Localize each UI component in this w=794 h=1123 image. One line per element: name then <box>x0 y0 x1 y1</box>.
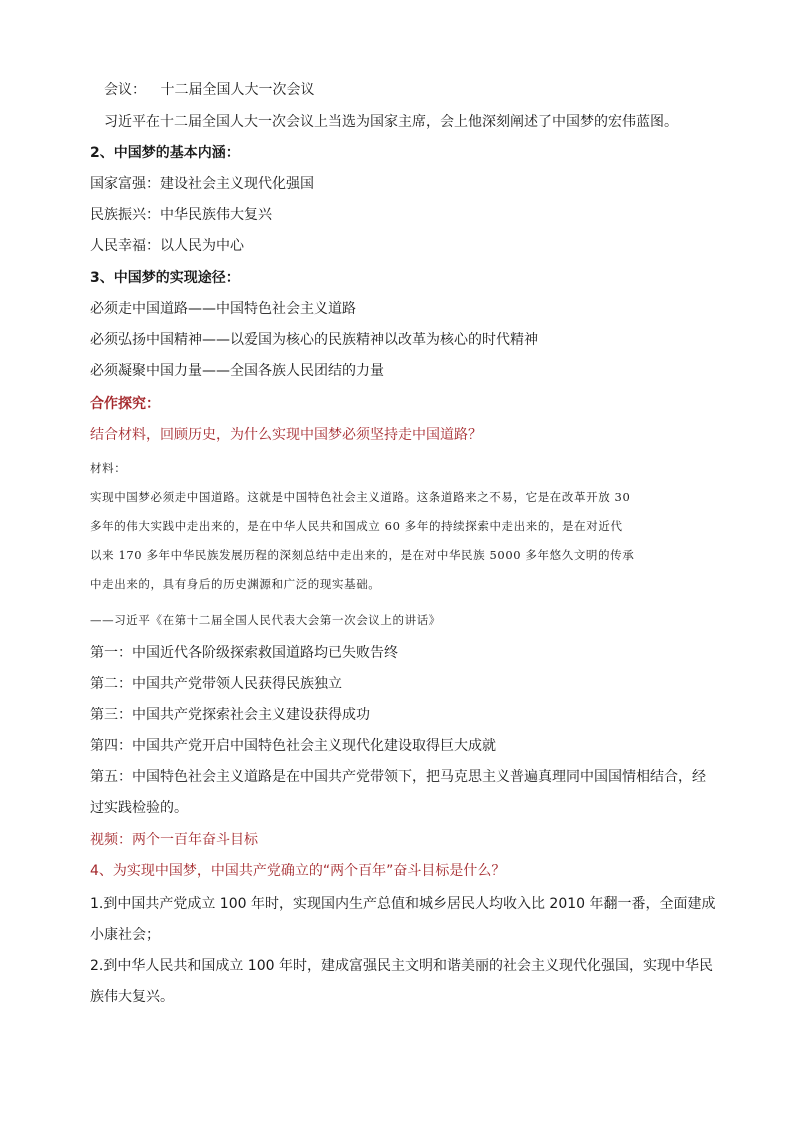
section3-item: 必须弘扬中国精神——以爱国为核心的民族精神以改革为核心的时代精神 <box>90 332 538 348</box>
material-label: 材料： <box>90 461 127 475</box>
meeting-label: 会议： <box>104 82 146 98</box>
point5-line2: 过实践检验的。 <box>90 800 188 816</box>
material-line: 以来 170 多年中华民族发展历程的深刻总结中走出来的，是在对中华民族 5000 多年悠久文明的传承 <box>90 548 635 562</box>
point-item: 第二：中国共产党带领人民获得民族独立 <box>90 676 342 692</box>
explore-heading: 合作探究： <box>90 396 160 412</box>
goal-line: 2.到中华人民共和国成立 100 年时，建成富强民主文明和谐美丽的社会主义现代化强国，实现中华民 <box>90 958 713 974</box>
explore-question: 结合材料，回顾历史，为什么实现中国梦必须坚持走中国道路？ <box>90 427 482 443</box>
section2-item: 民族振兴：中华民族伟大复兴 <box>90 207 272 223</box>
point-item: 第一：中国近代各阶级探索救国道路均已失败告终 <box>90 645 398 661</box>
point5-line1: 第五：中国特色社会主义道路是在中国共产党带领下，把马克思主义普遍真理同中国国情相结合，经 <box>90 769 706 785</box>
point-item: 第三：中国共产党探索社会主义建设获得成功 <box>90 707 370 723</box>
section2-heading: 2、中国梦的基本内涵： <box>90 145 240 161</box>
material-line: 多年的伟大实践中走出来的，是在中华人民共和国成立 60 多年的持续探索中走出来的，是在对近代 <box>90 519 623 533</box>
material-line: 中走出来的，具有身后的历史渊源和广泛的现实基础。 <box>90 577 381 591</box>
video-title: 视频：两个一百年奋斗目标 <box>90 832 258 848</box>
point-item: 第四：中国共产党开启中国特色社会主义现代化建设取得巨大成就 <box>90 738 496 754</box>
goal-line: 族伟大复兴。 <box>90 989 174 1005</box>
section3-item: 必须走中国道路——中国特色社会主义道路 <box>90 301 356 317</box>
material-source: ——习近平《在第十二届全国人民代表大会第一次会议上的讲话》 <box>90 613 441 627</box>
material-line: 实现中国梦必须走中国道路。这就是中国特色社会主义道路。这条道路来之不易，它是在改革开放 30 <box>90 490 631 504</box>
section3-heading: 3、中国梦的实现途径： <box>90 270 240 286</box>
section3-item: 必须凝聚中国力量——全国各族人民团结的力量 <box>90 363 384 379</box>
intro-paragraph: 习近平在十二届全国人大一次会议上当选为国家主席，会上他深刻阐述了中国梦的宏伟蓝图。 <box>104 114 678 130</box>
section2-item: 人民幸福：以人民为中心 <box>90 238 244 254</box>
section2-item: 国家富强：建设社会主义现代化强国 <box>90 176 314 192</box>
goal-line: 小康社会； <box>90 927 160 943</box>
goal-line: 1.到中国共产党成立 100 年时，实现国内生产总值和城乡居民人均收入比 2010 年翻一番，全面建成 <box>90 896 716 912</box>
question4: 4、为实现中国梦，中国共产党确立的“两个百年”奋斗目标是什么？ <box>90 863 506 879</box>
meeting-value: 十二届全国人大一次会议 <box>160 82 315 98</box>
meeting-line <box>104 79 710 101</box>
